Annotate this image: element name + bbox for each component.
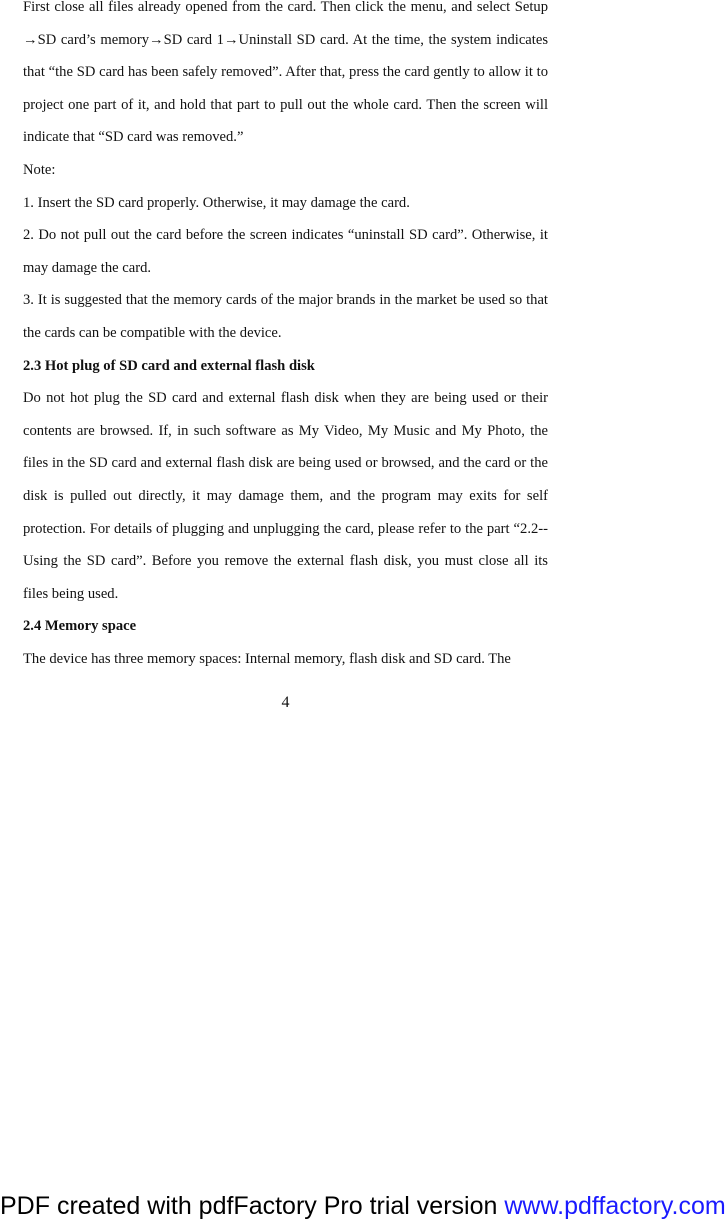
- paragraph-note-1: 1. Insert the SD card properly. Otherwise, it may damage the card.: [23, 194, 410, 211]
- pdf-watermark-footer: [0, 1191, 726, 1222]
- section-heading-memory-space: 2.4 Memory space: [23, 618, 137, 635]
- paragraph-note-3: 3. It is suggested that the memory cards of the major brands in the market be used so that the cards can be compatible with the device.: [23, 292, 548, 341]
- paragraph-note-2: 2. Do not pull out the card before the screen indicates “uninstall SD card”. Otherwise, it may damage the card.: [23, 227, 548, 276]
- paragraph-memory-space: The device has three memory spaces: Internal memory, flash disk and SD card. The: [23, 650, 511, 667]
- paragraph-sd-removal: First close all files already opened from the card. Then click the menu, and select Setup →SD card’s memory→SD card 1→Uninstall SD card. At the time, the system indicates that “the SD card has been safely removed”. After that, press the card gently to allow it to project one part of it, and hold that part to pull out the whole card. Then the screen will indicate that “SD card was removed.”: [23, 0, 548, 146]
- paragraph-note-label: Note:: [23, 161, 56, 178]
- page-number: 4: [281, 694, 290, 711]
- footer-text: PDF created with pdfFactory Pro trial version: [0, 1192, 505, 1220]
- paragraph-hot-plug: Do not hot plug the SD card and external flash disk when they are being used or their contents are browsed. If, in such software as My Video, My Music and My Photo, the files in the SD card and external flash disk are being used or browsed, and the card or the disk is pulled out directly, it may damage them, and the program may exits for self protection. For details of plugging and unplugging the card, please refer to the part “2.2--Using the SD card”. Before you remove the external flash disk, you must close all its files being used.: [23, 390, 548, 602]
- section-heading-hot-plug: 2.3 Hot plug of SD card and external flash disk: [23, 357, 315, 374]
- footer-link[interactable]: www.pdffactory.com: [504, 1192, 726, 1220]
- page-content: [23, 0, 548, 675]
